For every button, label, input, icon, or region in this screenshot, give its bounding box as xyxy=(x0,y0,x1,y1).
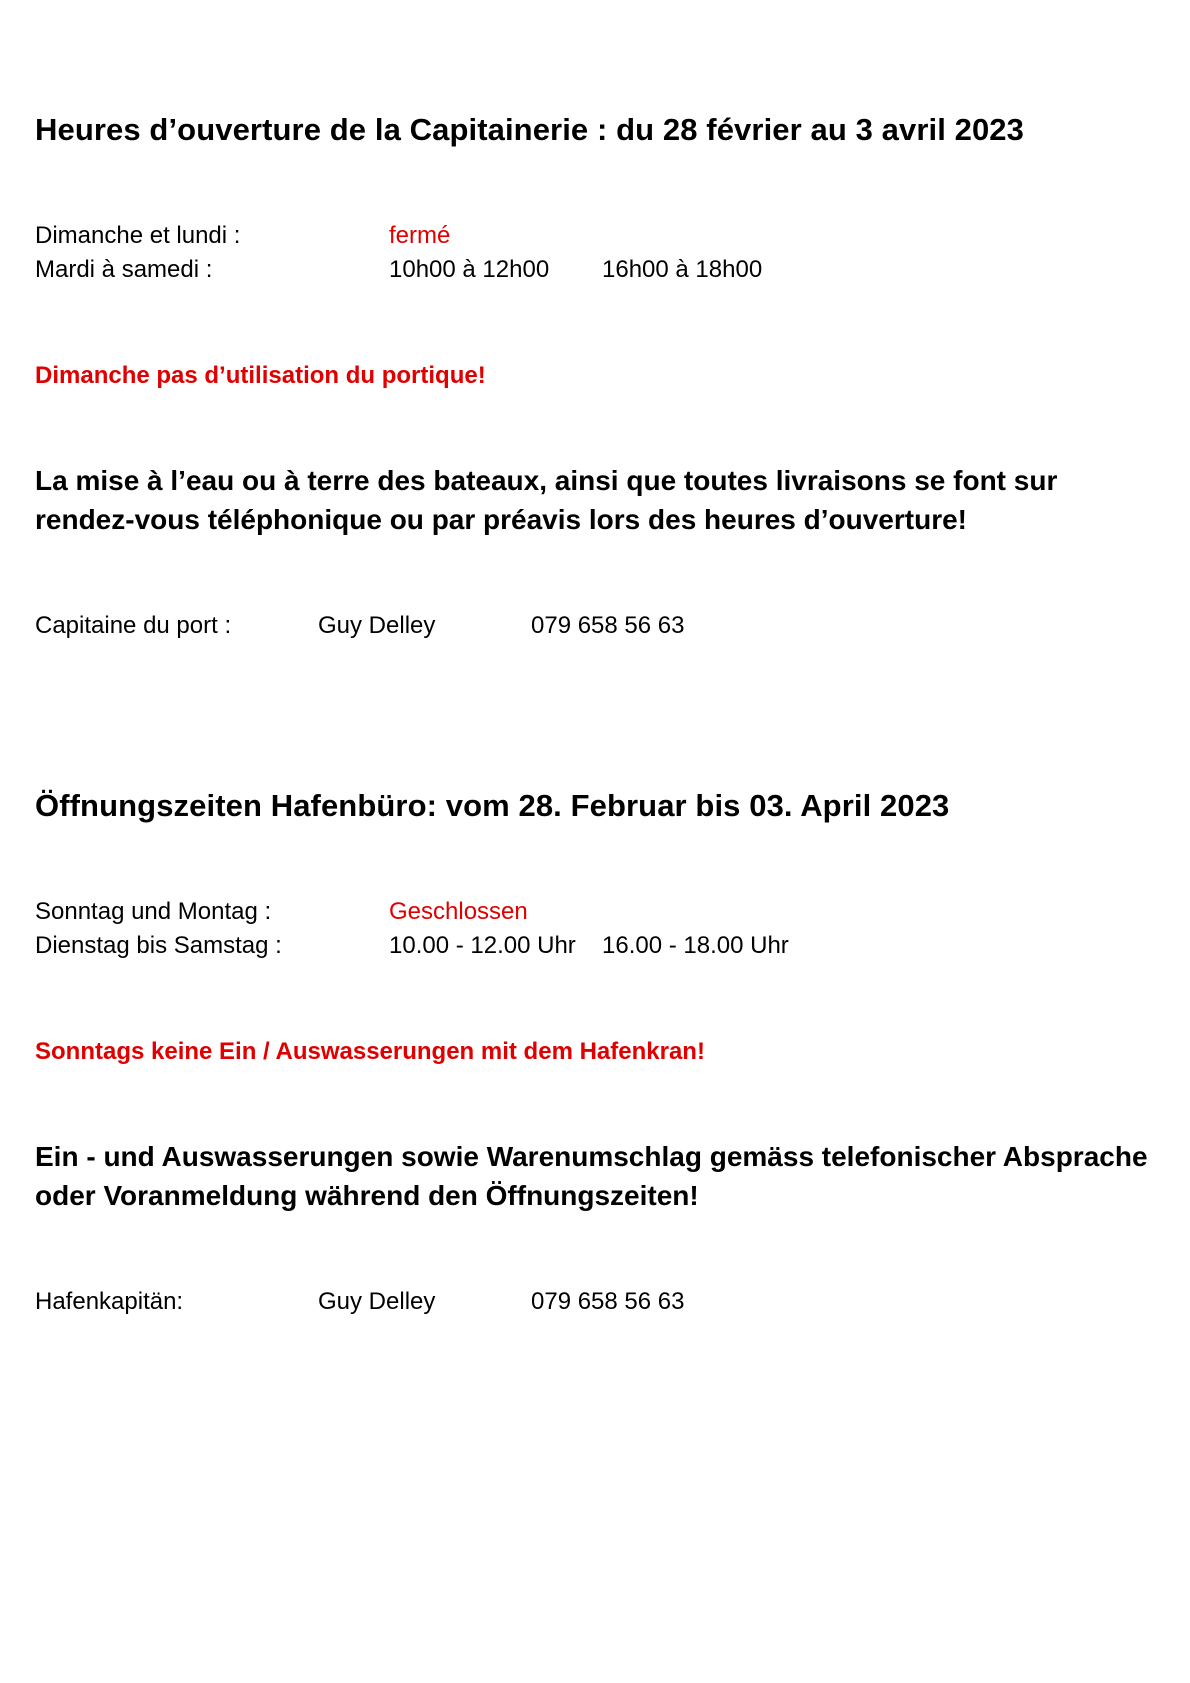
german-notice-line-2: oder Voranmeldung während den Öffnungszeiten! xyxy=(35,1180,699,1211)
french-notice xyxy=(35,461,1155,539)
german-row-open-morning: 10.00 - 12.00 Uhr xyxy=(389,932,576,959)
french-title: Heures d’ouverture de la Capitainerie : du 28 février au 3 avril 2023 xyxy=(35,112,1024,147)
german-row-open-afternoon: 16.00 - 18.00 Uhr xyxy=(602,932,789,959)
german-row-closed-day: Sonntag und Montag : xyxy=(35,898,272,925)
german-title: Öffnungszeiten Hafenbüro: vom 28. Februar bis 03. April 2023 xyxy=(35,788,950,823)
german-warning: Sonntags keine Ein / Auswasserungen mit dem Hafenkran! xyxy=(35,1038,705,1065)
french-row-open-afternoon: 16h00 à 18h00 xyxy=(602,256,763,283)
french-row-open-day: Mardi à samedi : xyxy=(35,256,213,283)
french-contact-label: Capitaine du port : xyxy=(35,612,232,639)
german-row-open-day: Dienstag bis Samstag : xyxy=(35,932,282,959)
french-contact-phone: 079 658 56 63 xyxy=(531,612,685,639)
german-notice-line-1: Ein - und Auswasserungen sowie Warenumschlag gemäss telefonischer Absprache xyxy=(35,1141,1148,1172)
french-row-closed-status: fermé xyxy=(389,222,451,249)
german-contact-phone: 079 658 56 63 xyxy=(531,1288,685,1315)
german-row-closed-status: Geschlossen xyxy=(389,898,528,925)
german-contact-name: Guy Delley xyxy=(318,1288,436,1315)
french-notice-line-1: La mise à l’eau ou à terre des bateaux, ainsi que toutes livraisons se font sur xyxy=(35,465,1058,496)
german-notice xyxy=(35,1137,1155,1215)
french-row-open-morning: 10h00 à 12h00 xyxy=(389,256,550,283)
french-notice-line-2: rendez-vous téléphonique ou par préavis lors des heures d’ouverture! xyxy=(35,504,967,535)
french-warning: Dimanche pas d’utilisation du portique! xyxy=(35,362,486,389)
french-contact-name: Guy Delley xyxy=(318,612,436,639)
german-contact-label: Hafenkapitän: xyxy=(35,1288,184,1315)
french-row-closed-day: Dimanche et lundi : xyxy=(35,222,241,249)
